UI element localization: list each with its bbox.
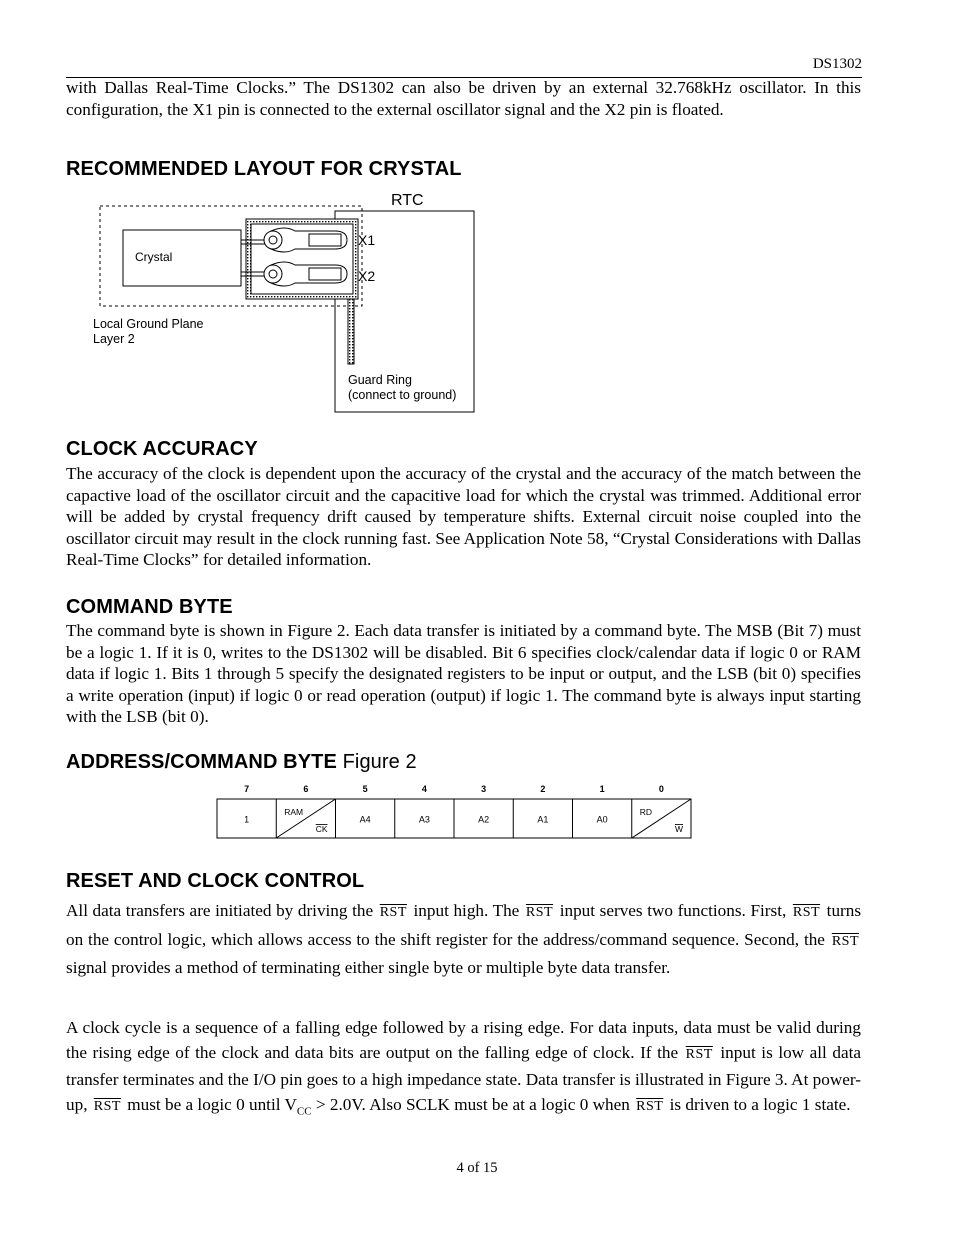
rst-signal: $\overline{RST}$ (685, 1047, 713, 1062)
rst-signal: $\overline{RST}$ (792, 905, 821, 920)
address-byte-title: ADDRESS/COMMAND BYTE (66, 751, 337, 773)
ground-plane-label-1: Local Ground Plane (93, 317, 204, 331)
bit-cell-6-bottom: CK (315, 824, 328, 834)
bit-cell-6-top: RAM (284, 807, 304, 817)
bit-number-3: 3 (481, 784, 487, 794)
rst-signal: $\overline{RST}$ (93, 1099, 121, 1114)
reset-paragraph-2: A clock cycle is a sequence of a falling edge followed by a rising edge. For data inputs, data must be valid during the rising edge of the clock and data bits are output on the falling edge of clock. If the $\overline{RST}$ input is low all data transfer terminates and the I/O pin goes to a high impedance state. Data transfer is illustrated in Figure 3. At power-up, $\overline{RST}$ must be a logic 0 until $V_{CC} > 2.0V$. Also SCLK must be at a logic 0 when $\overline{RST}$ is driven to a logic 1 state. (66, 1018, 862, 1118)
bit-cell-5: A4 (359, 814, 371, 825)
rst-signal: $\overline{RST}$ (636, 1099, 664, 1114)
bit-number-4: 4 (421, 784, 427, 794)
bit-number-6: 6 (303, 784, 309, 794)
bit-cell-1: A0 (596, 814, 608, 825)
clock-accuracy-heading: CLOCK ACCURACY (66, 438, 258, 460)
address-byte-heading (66, 751, 417, 774)
intro-paragraph: with Dallas Real-Time Clocks.” The DS1302 can also be driven by an external 32.768kHz oscillator. In this configuration, the X1 pin is connected to the external oscillator signal and the X2 pin is floated. (66, 78, 861, 119)
bit-cell-7: 1 (244, 814, 250, 825)
x2-pad (309, 268, 341, 280)
layout-heading: RECOMMENDED LAYOUT FOR CRYSTAL (66, 158, 462, 180)
rst-signal: $\overline{RST}$ (831, 933, 860, 949)
rtc-label: RTC (391, 192, 424, 209)
guard-ring-trace (348, 299, 354, 364)
address-byte-figure (210, 780, 700, 844)
bit-number-5: 5 (362, 784, 368, 794)
guard-ring-label-1: Guard Ring (348, 373, 412, 387)
crystal-layout-diagram (85, 185, 485, 420)
guard-ring-label-2: (connect to ground) (348, 388, 457, 402)
document-id: DS1302 (812, 56, 862, 72)
x2-label: X2 (358, 268, 376, 284)
bit-cell-2: A1 (537, 814, 549, 825)
figure-label: Figure 2 (342, 751, 417, 773)
reset-paragraph-1: All data transfers are initiated by driving the $\overline{RST}$ input high. The $\overline{RST}$ input serves two functions. First, $\overline{RST}$ turns on the control logic, which allows access to the shift register for the address/command sequence. Second, the $\overline{RST}$ signal provides a method of terminating either single byte or multiple byte data transfer. (66, 901, 862, 977)
rst-signal: $\overline{RST}$ (525, 905, 554, 920)
bit-number-7: 7 (244, 784, 250, 794)
reset-heading: RESET AND CLOCK CONTROL (66, 870, 365, 892)
x1-label: X1 (358, 232, 376, 248)
ground-plane-label-2: Layer 2 (93, 332, 135, 346)
bit-cell-3: A2 (478, 814, 490, 825)
command-byte-heading: COMMAND BYTE (66, 596, 233, 618)
page-number: 4 of 15 (456, 1160, 498, 1176)
bit-cell-0-bottom: W (674, 824, 683, 834)
bit-cell-4: A3 (418, 814, 430, 825)
crystal-label: Crystal (135, 250, 173, 264)
x1-pad (309, 234, 341, 246)
bit-number-1: 1 (599, 784, 605, 794)
rst-signal: $\overline{RST}$ (379, 905, 407, 920)
bit-cell-0-top: RD (639, 807, 653, 817)
bit-number-0: 0 (658, 784, 664, 794)
clock-accuracy-paragraph: The accuracy of the clock is dependent upon the accuracy of the crystal and the accuracy of the match between the capactive load of the oscillator circuit and the capacitive load for which the crystal was trimmed. Additional error will be added by crystal frequency drift caused by temperature shifts. External circuit noise coupled into the oscillator circuit may result in the clock running fast. See Application Note 58, “Crystal Considerations with Dallas Real-Time Clocks” for detailed information. (66, 464, 861, 569)
command-byte-paragraph: The command byte is shown in Figure 2. Each data transfer is initiated by a command byte. The MSB (Bit 7) must be a logic 1. If it is 0, writes to the DS1302 will be disabled. Bit 6 specifies clock/calendar data if logic 0 or RAM data if logic 1. Bits 1 through 5 specify the designated registers to be input or output, and the LSB (bit 0) specifies a write operation (input) if logic 0 or read operation (output) if logic 1. The command byte is always input starting with the LSB (bit 0). (66, 621, 861, 726)
bit-number-2: 2 (540, 784, 546, 794)
